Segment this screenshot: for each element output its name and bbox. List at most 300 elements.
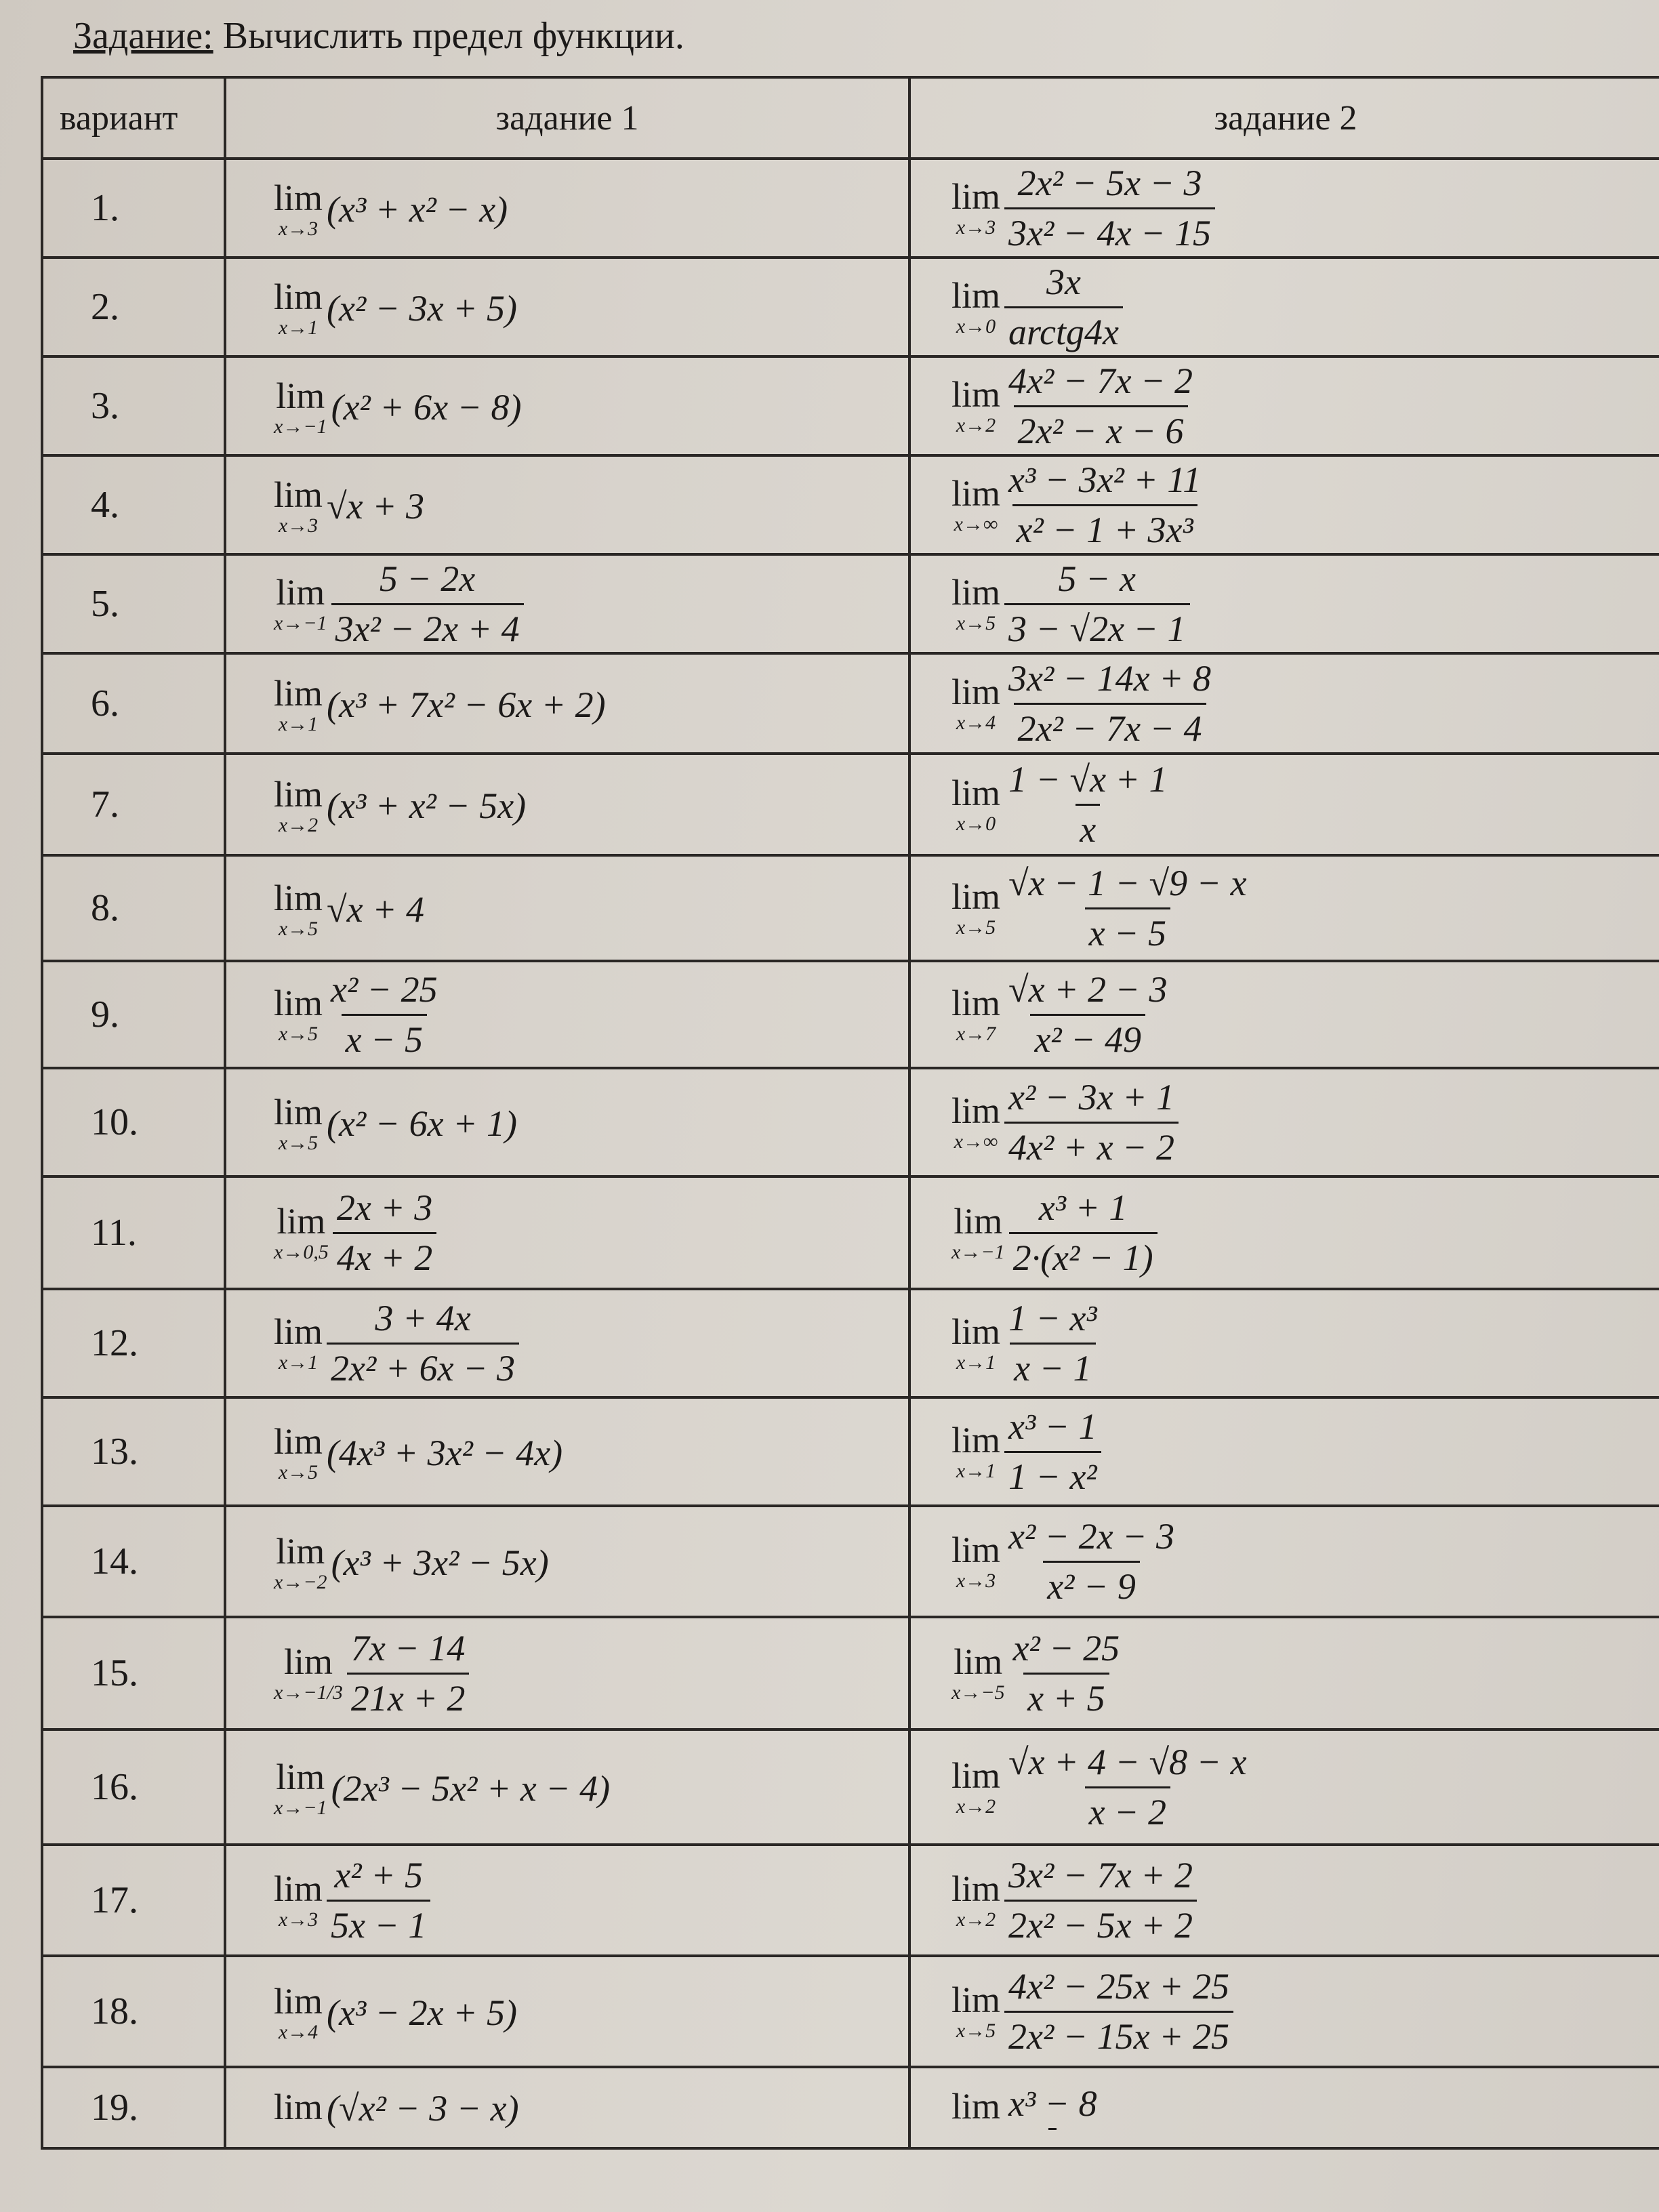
lim-operator (951, 1643, 1005, 1703)
page-title (73, 12, 684, 60)
lim-subscript: x→0 (956, 813, 996, 835)
fraction (327, 968, 442, 1060)
lim-word: lim (951, 1420, 1001, 1460)
lim-word: lim (951, 1530, 1001, 1570)
limit-expression (951, 968, 1172, 1060)
limit-expression (951, 657, 1215, 749)
limit-body: (2x³ − 5x² + x − 4) (331, 1768, 611, 1809)
task1-cell (225, 2067, 909, 2148)
lim-word: lim (954, 1201, 1003, 1242)
limit-expression (951, 1854, 1197, 1946)
fraction-denominator: x − 2 (1085, 1786, 1170, 1833)
limit-body: (x² − 3x + 5) (327, 288, 517, 329)
task2-cell (909, 1068, 1659, 1176)
lim-word: lim (274, 774, 323, 815)
lim-word: lim (276, 1531, 325, 1572)
limit-expression (951, 1965, 1233, 2057)
variant-number: 19. (42, 2067, 225, 2148)
fraction-denominator: 2x² + 6x − 3 (327, 1343, 519, 1389)
fraction-denominator: x − 1 (1010, 1343, 1095, 1389)
lim-operator (951, 2088, 1000, 2127)
limit-expression (274, 1423, 562, 1483)
lim-subscript: x→5 (278, 1461, 319, 1483)
limit-body: (x³ + 3x² − 5x) (331, 1542, 549, 1583)
fraction (1004, 2083, 1101, 2132)
lim-word: lim (274, 1421, 323, 1462)
limit-expression (274, 675, 606, 735)
fraction-denominator: x (1076, 804, 1100, 851)
fraction-numerator: √x − 1 − √9 − x (1008, 863, 1247, 904)
variant-number: 4. (42, 455, 225, 554)
lim-operator (274, 1533, 327, 1593)
limit-expression (274, 1983, 517, 2043)
limit-expression (274, 880, 424, 939)
fraction (1009, 1187, 1158, 1278)
table-row (42, 159, 1659, 258)
fraction (327, 1854, 430, 1946)
variant-number: 9. (42, 961, 225, 1068)
fraction-numerator: x³ + 1 (1038, 1187, 1128, 1229)
limit-expression (274, 1533, 549, 1593)
lim-word: lim (274, 1311, 323, 1352)
limit-expression (274, 1187, 436, 1278)
fraction-numerator: 1 − x³ (1008, 1298, 1097, 1339)
lim-word: lim (951, 1311, 1001, 1352)
fraction (1004, 360, 1197, 451)
fraction-denominator: 5x − 1 (327, 1900, 430, 1946)
lim-word: lim (951, 983, 1001, 1023)
task2-cell (909, 1617, 1659, 1729)
limit-expression (274, 377, 522, 437)
variant-number: 15. (42, 1617, 225, 1729)
limit-expression (951, 1406, 1101, 1497)
task1-cell (225, 1289, 909, 1397)
fraction-numerator: 4x² − 25x + 25 (1008, 1966, 1230, 2007)
lim-word: lim (276, 572, 325, 613)
limit-body: (x³ + 7x² − 6x + 2) (327, 684, 606, 725)
lim-operator (274, 880, 323, 939)
table-row (42, 1729, 1659, 1845)
lim-subscript: x→∞ (954, 513, 998, 535)
lim-operator (274, 1759, 327, 1818)
variant-number: 7. (42, 754, 225, 855)
lim-subscript: x→3 (278, 1908, 319, 1931)
task2-cell (909, 1397, 1659, 1506)
table-row (42, 455, 1659, 554)
task2-cell (909, 356, 1659, 455)
limit-expression (951, 758, 1172, 850)
task1-cell (225, 1956, 909, 2067)
limit-body: (x² − 6x + 1) (327, 1103, 517, 1144)
table-row (42, 1956, 1659, 2067)
lim-word: lim (274, 1092, 323, 1132)
lim-word: lim (951, 672, 1001, 712)
lim-operator (951, 1532, 1000, 1591)
variant-number: 16. (42, 1729, 225, 1845)
limit-expression (951, 162, 1215, 253)
table-row (42, 754, 1659, 855)
table-row (42, 1617, 1659, 1729)
lim-operator (274, 985, 323, 1044)
lim-subscript: x→5 (956, 916, 996, 939)
lim-subscript: x→5 (278, 918, 319, 940)
table-row (42, 356, 1659, 455)
lim-subscript: x→4 (278, 2021, 319, 2043)
lim-subscript: x→3 (956, 216, 996, 239)
variant-number: 3. (42, 356, 225, 455)
lim-subscript: x→−5 (951, 1681, 1005, 1704)
lim-operator (274, 1423, 323, 1483)
limit-body: (x³ − 2x + 5) (327, 1992, 517, 2033)
fraction (1004, 1515, 1179, 1607)
lim-subscript: x→−1 (274, 1797, 327, 1819)
limit-expression (951, 1076, 1179, 1168)
task1-cell (225, 356, 909, 455)
table-row (42, 1176, 1659, 1289)
limit-expression (951, 1515, 1179, 1607)
fraction-denominator: 2x² − 7x − 4 (1014, 703, 1206, 750)
lim-subscript: x→2 (956, 1908, 996, 1931)
lim-word: lim (951, 275, 1001, 316)
lim-word: lim (274, 2087, 323, 2127)
variant-number: 6. (42, 653, 225, 754)
fraction (1004, 1965, 1233, 2057)
limit-expression (274, 1094, 517, 1153)
limit-expression (951, 862, 1251, 954)
task1-cell (225, 653, 909, 754)
fraction-numerator: 5 − x (1058, 558, 1136, 600)
task2-cell (909, 258, 1659, 356)
lim-subscript: x→3 (278, 514, 319, 537)
lim-word: lim (951, 473, 1001, 514)
lim-operator (274, 675, 323, 735)
variant-number: 2. (42, 258, 225, 356)
task1-cell (225, 1068, 909, 1176)
task1-cell (225, 961, 909, 1068)
task2-cell (909, 1956, 1659, 2067)
fraction-denominator: 3x² − 4x − 15 (1004, 207, 1215, 254)
fraction-denominator: arctg4x (1004, 306, 1123, 353)
limit-expression (274, 1627, 469, 1719)
fraction-numerator: x³ − 3x² + 11 (1008, 459, 1202, 501)
lim-word: lim (951, 773, 1001, 813)
task2-cell (909, 554, 1659, 653)
limit-expression (274, 276, 517, 339)
lim-word: lim (954, 1641, 1003, 1682)
fraction (1004, 657, 1215, 749)
lim-operator (951, 1422, 1000, 1481)
fraction (1004, 1076, 1179, 1168)
variant-number: 12. (42, 1289, 225, 1397)
lim-operator (951, 475, 1000, 535)
limit-expression (951, 459, 1205, 550)
task1-cell (225, 855, 909, 961)
lim-operator (274, 574, 327, 634)
lim-word: lim (951, 1090, 1001, 1131)
fraction-numerator: x² + 5 (334, 1855, 424, 1896)
limit-expression (951, 2083, 1101, 2132)
lim-subscript: x→1 (956, 1351, 996, 1374)
lim-subscript: x→1 (278, 713, 319, 735)
lim-subscript: x→3 (956, 1570, 996, 1592)
table-row (42, 653, 1659, 754)
limit-expression (951, 1741, 1251, 1832)
table-row (42, 258, 1659, 356)
table-row (42, 1506, 1659, 1617)
variant-number: 13. (42, 1397, 225, 1506)
limit-expression (274, 968, 442, 1060)
task2-cell (909, 1506, 1659, 1617)
task1-cell (225, 1845, 909, 1956)
fraction-numerator: 3 + 4x (375, 1298, 471, 1339)
variant-number: 10. (42, 1068, 225, 1176)
fraction-numerator: 7x − 14 (350, 1628, 466, 1669)
fraction-denominator: x + 5 (1023, 1673, 1109, 1719)
table-row (42, 855, 1659, 961)
lim-subscript: x→2 (956, 1795, 996, 1818)
lim-operator (274, 377, 327, 437)
task1-cell (225, 1729, 909, 1845)
lim-subscript: x→0 (956, 315, 996, 337)
lim-operator (951, 1203, 1005, 1263)
fraction (1004, 261, 1123, 352)
lim-operator (274, 476, 323, 536)
lim-word: lim (951, 2086, 1001, 2127)
fraction-numerator: 3x (1046, 262, 1081, 303)
task2-cell (909, 653, 1659, 754)
lim-subscript: x→−1 (274, 612, 327, 634)
task1-cell (225, 754, 909, 855)
fraction (331, 558, 524, 649)
limit-expression (274, 476, 424, 536)
lim-word: lim (274, 673, 323, 714)
limit-body: (4x³ + 3x² − 4x) (327, 1433, 563, 1473)
lim-operator (951, 1313, 1000, 1373)
lim-subscript: x→−1/3 (274, 1681, 343, 1704)
variant-number: 18. (42, 1956, 225, 2067)
fraction-denominator: 2x² − x − 6 (1014, 405, 1188, 452)
task2-cell (909, 961, 1659, 1068)
lim-operator (274, 2089, 323, 2128)
lim-operator (951, 878, 1000, 938)
fraction-denominator: x² − 1 + 3x³ (1012, 504, 1197, 551)
lim-subscript: x→0,5 (274, 1241, 329, 1263)
table-row (42, 1289, 1659, 1397)
table-row (42, 961, 1659, 1068)
limit-body: √x + 3 (327, 486, 425, 527)
fraction (1004, 1297, 1101, 1389)
lim-word: lim (951, 1868, 1001, 1909)
lim-operator (274, 276, 323, 339)
task2-cell (909, 455, 1659, 554)
lim-operator (274, 776, 323, 836)
task1-cell (225, 1617, 909, 1729)
fraction (1004, 968, 1171, 1060)
limit-expression (274, 1297, 519, 1389)
fraction-numerator: √x + 4 − √8 − x (1008, 1742, 1247, 1783)
fraction-denominator: 3 − √2x − 1 (1004, 603, 1189, 650)
lim-word: lim (951, 572, 1001, 613)
variant-number: 11. (42, 1176, 225, 1289)
title-prefix: Задание: (73, 15, 213, 57)
table-header-row (42, 77, 1659, 159)
fraction (333, 1187, 436, 1278)
variant-number: 5. (42, 554, 225, 653)
lim-subscript: x→1 (278, 316, 319, 339)
fraction-denominator: 2x² − 15x + 25 (1004, 2011, 1233, 2057)
task1-cell (225, 455, 909, 554)
fraction-numerator: 5 − 2x (379, 558, 476, 600)
lim-operator (951, 574, 1000, 634)
lim-operator (951, 376, 1000, 436)
lim-subscript: x→∞ (954, 1130, 998, 1153)
lim-subscript: x→−1 (951, 1241, 1005, 1263)
fraction-denominator: x − 5 (342, 1014, 427, 1061)
lim-word: lim (951, 876, 1001, 917)
limit-expression (951, 1627, 1124, 1719)
task1-cell (225, 1506, 909, 1617)
lim-word: lim (276, 1201, 326, 1242)
task2-cell (909, 1845, 1659, 1956)
table-row (42, 1068, 1659, 1176)
lim-subscript: x→5 (278, 1132, 319, 1154)
task2-cell (909, 1729, 1659, 1845)
fraction-denominator: 4x² + x − 2 (1004, 1122, 1179, 1168)
variant-number: 17. (42, 1845, 225, 1956)
table-row (42, 554, 1659, 653)
limit-body: (x² + 6x − 8) (331, 387, 522, 428)
fraction-numerator: x³ − 1 (1008, 1406, 1097, 1448)
task1-cell (225, 159, 909, 258)
lim-subscript: x→3 (278, 218, 319, 240)
fraction-numerator: x² − 2x − 3 (1008, 1516, 1175, 1557)
header-task2: задание 2 (909, 77, 1659, 159)
limit-expression (274, 1854, 430, 1946)
fraction (1004, 1741, 1251, 1832)
lim-word: lim (274, 276, 323, 317)
fraction-numerator: x² − 25 (331, 969, 438, 1010)
limit-body: (x³ + x² − 5x) (327, 785, 527, 826)
lim-operator (951, 178, 1000, 238)
lim-operator (951, 674, 1000, 733)
lim-operator (951, 985, 1000, 1044)
fraction (1004, 1854, 1197, 1946)
lim-operator (274, 1203, 329, 1263)
header-variant: вариант (42, 77, 225, 159)
variant-number: 8. (42, 855, 225, 961)
lim-word: lim (276, 375, 325, 416)
lim-subscript: x→2 (278, 814, 319, 836)
fraction-denominator: 2x² − 5x + 2 (1004, 1900, 1197, 1946)
lim-operator (951, 1982, 1000, 2041)
limit-body: (x³ + x² − x) (327, 189, 508, 230)
limit-expression (274, 2087, 519, 2129)
fraction-numerator: x² − 25 (1012, 1628, 1120, 1669)
header-task1: задание 1 (225, 77, 909, 159)
task2-cell (909, 1289, 1659, 1397)
lim-operator (951, 277, 1000, 337)
lim-subscript: x→2 (956, 414, 996, 436)
fraction (1004, 1406, 1101, 1497)
lim-word: lim (951, 176, 1001, 217)
lim-word: lim (274, 983, 323, 1023)
table-row (42, 2067, 1659, 2148)
fraction-denominator: 1 − x² (1004, 1451, 1101, 1498)
limit-expression (274, 180, 508, 239)
lim-operator (951, 1757, 1000, 1817)
lim-word: lim (951, 374, 1001, 415)
lim-operator (951, 1870, 1000, 1930)
lim-subscript: x→5 (956, 2020, 996, 2042)
limit-expression (951, 558, 1190, 649)
fraction-numerator: 4x² − 7x − 2 (1008, 361, 1193, 402)
fraction-numerator: 2x + 3 (336, 1187, 433, 1229)
task1-cell (225, 554, 909, 653)
lim-word: lim (283, 1641, 333, 1682)
limit-expression (951, 360, 1197, 451)
variant-number: 1. (42, 159, 225, 258)
fraction-numerator: x² − 3x + 1 (1008, 1077, 1175, 1118)
task1-cell (225, 1176, 909, 1289)
lim-word: lim (274, 1868, 323, 1909)
lim-operator (274, 1643, 343, 1703)
table-row (42, 1845, 1659, 1956)
fraction (1004, 862, 1251, 954)
lim-operator (274, 1094, 323, 1153)
lim-operator (274, 1870, 323, 1930)
fraction (1004, 558, 1189, 649)
lim-word: lim (274, 178, 323, 218)
limit-body: √x + 4 (327, 889, 425, 930)
title-text: Вычислить предел функции. (213, 15, 684, 57)
fraction (1004, 459, 1205, 550)
fraction (347, 1627, 469, 1719)
fraction (1004, 758, 1171, 850)
lim-subscript: x→1 (278, 1351, 319, 1374)
fraction-denominator: 3x² − 2x + 4 (331, 603, 524, 650)
limit-expression (951, 1187, 1158, 1278)
fraction (327, 1297, 519, 1389)
fraction-denominator: x² − 9 (1043, 1561, 1140, 1607)
fraction (1004, 162, 1215, 253)
lim-subscript: x→5 (278, 1023, 319, 1045)
lim-word: lim (276, 1757, 325, 1797)
lim-word: lim (951, 1755, 1001, 1796)
fraction-numerator: √x + 2 − 3 (1008, 969, 1168, 1010)
fraction-numerator: 1 − √x + 1 (1008, 759, 1168, 800)
table-row (42, 1397, 1659, 1506)
limit-body: (√x² − 3 − x) (327, 2088, 519, 2129)
lim-operator (951, 775, 1000, 834)
task1-cell (225, 1397, 909, 1506)
fraction-numerator: 2x² − 5x − 3 (1017, 163, 1202, 204)
lim-word: lim (274, 878, 323, 918)
task2-cell (909, 754, 1659, 855)
fraction (1009, 1627, 1124, 1719)
lim-subscript: x→7 (956, 1023, 996, 1045)
fraction-denominator: x² − 49 (1030, 1014, 1145, 1061)
task1-cell (225, 258, 909, 356)
limit-expression (274, 776, 526, 836)
lim-subscript: x→1 (956, 1460, 996, 1482)
fraction-denominator: 21x + 2 (347, 1673, 469, 1719)
lim-subscript: x→−1 (274, 415, 327, 438)
variant-number: 14. (42, 1506, 225, 1617)
limit-expression (274, 558, 524, 649)
lim-word: lim (274, 1981, 323, 2022)
limit-expression (951, 1297, 1101, 1389)
task2-cell (909, 159, 1659, 258)
